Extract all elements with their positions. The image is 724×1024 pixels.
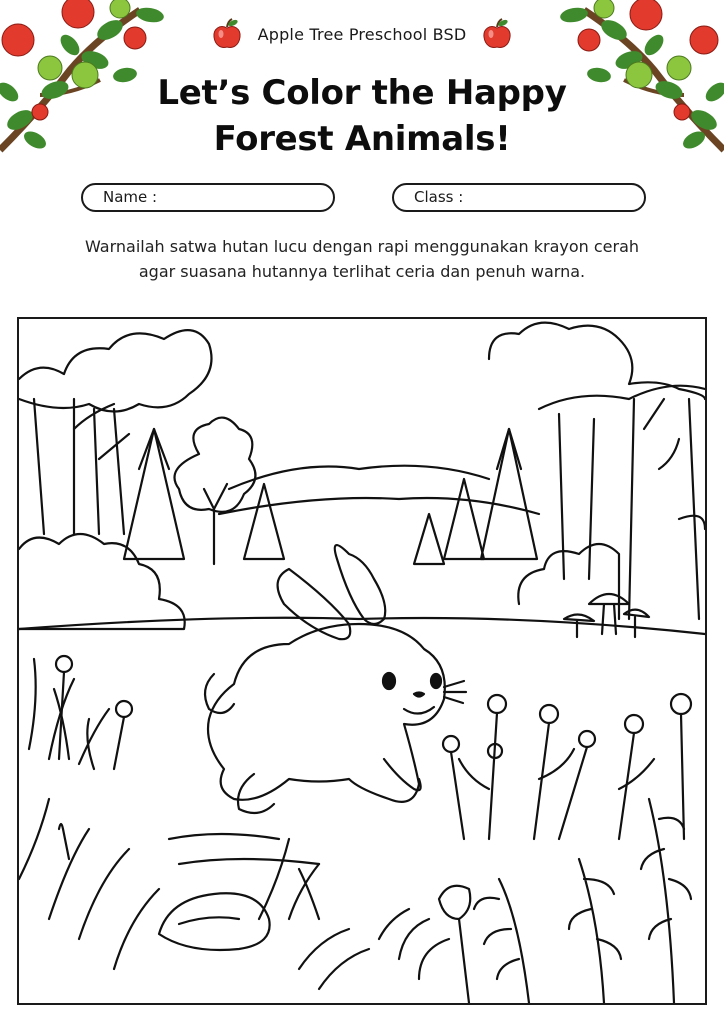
coloring-frame xyxy=(17,317,707,1005)
title-line-1: Let’s Color the Happy xyxy=(157,73,567,113)
instructions-line-2: agar suasana hutannya terlihat ceria dan penuh warna. xyxy=(138,262,586,281)
instructions-line-1: Warnailah satwa hutan lucu dengan rapi menggunakan krayon cerah xyxy=(84,237,640,256)
apple-icon xyxy=(482,18,512,50)
apple-icon xyxy=(212,18,242,50)
forest-rabbit-illustration[interactable] xyxy=(19,319,705,1003)
title-line-2: Forest Animals! xyxy=(213,119,511,159)
school-name: Apple Tree Preschool BSD xyxy=(257,24,467,44)
name-field[interactable]: Name : xyxy=(81,183,335,212)
school-header xyxy=(0,18,724,50)
class-field[interactable]: Class : xyxy=(392,183,646,212)
worksheet-title xyxy=(120,70,604,162)
instructions-text xyxy=(50,234,674,284)
